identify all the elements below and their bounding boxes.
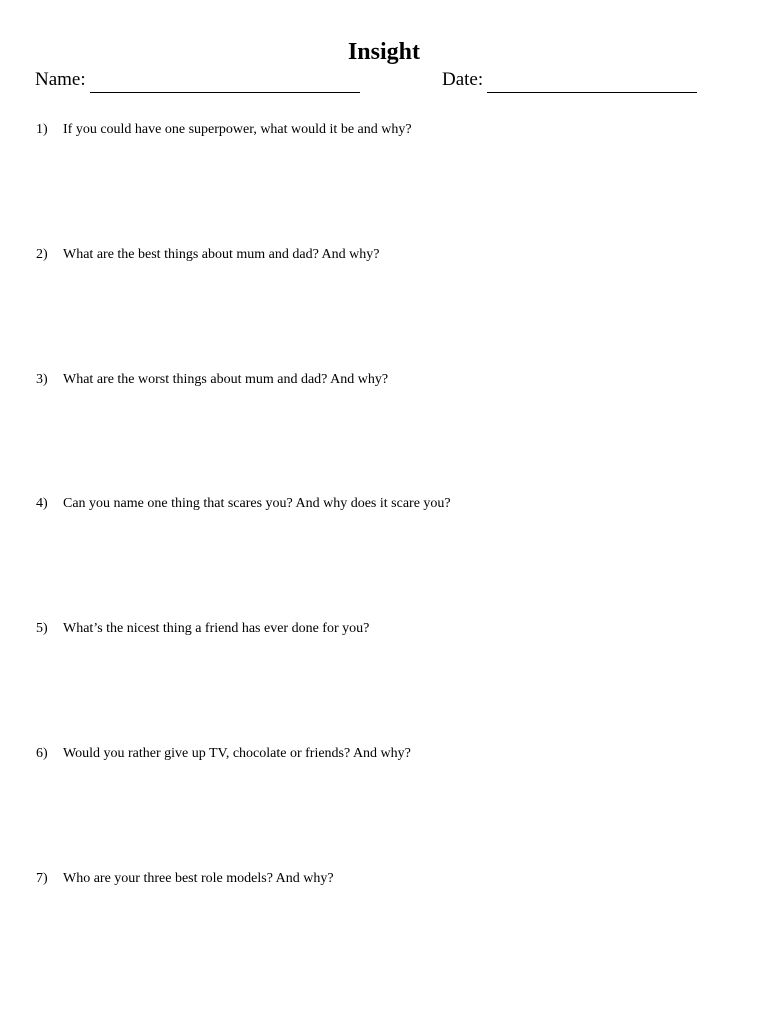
question-text: Would you rather give up TV, chocolate or friends? And why?: [63, 746, 411, 761]
question-item: [36, 494, 736, 514]
question-item: [36, 245, 736, 265]
question-text: Can you name one thing that scares you? And why does it scare you?: [63, 496, 451, 511]
question-item: [36, 120, 736, 140]
question-number: 3): [36, 372, 48, 387]
question-text: What are the best things about mum and dad? And why?: [63, 247, 380, 262]
question-text: What are the worst things about mum and dad? And why?: [63, 372, 389, 387]
question-number: 1): [36, 122, 48, 137]
question-number: 4): [36, 496, 48, 511]
question-number: 5): [36, 621, 48, 636]
question-item: [36, 869, 736, 889]
page-title: Insight: [347, 39, 421, 65]
question-text: If you could have one superpower, what would it be and why?: [63, 122, 412, 137]
question-item: [36, 619, 736, 639]
name-label: Name:: [35, 69, 86, 90]
question-number: 7): [36, 871, 48, 886]
date-label: Date:: [442, 69, 484, 90]
question-text: Who are your three best role models? And why?: [63, 871, 334, 886]
question-item: [36, 370, 736, 390]
question-text: What’s the nicest thing a friend has ever done for you?: [63, 621, 370, 636]
question-number: 6): [36, 746, 48, 761]
question-number: 2): [36, 247, 48, 262]
question-item: [36, 744, 736, 764]
